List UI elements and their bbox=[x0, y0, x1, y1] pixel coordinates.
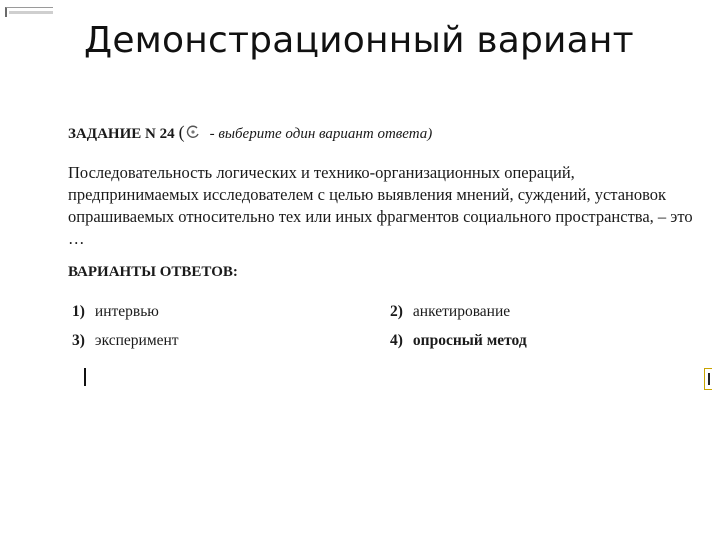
answer-text: интервью bbox=[94, 303, 159, 320]
slide-title: Демонстрационный вариант bbox=[84, 20, 634, 61]
task-header bbox=[68, 122, 432, 143]
answer-text: опросный метод bbox=[412, 332, 527, 349]
task-hint: - выберите один вариант ответа) bbox=[209, 126, 433, 142]
radio-button-icon bbox=[186, 125, 200, 139]
answer-text: эксперимент bbox=[94, 332, 179, 349]
answer-option-3[interactable] bbox=[72, 332, 179, 350]
edge-marker bbox=[704, 368, 712, 390]
answers-heading: ВАРИАНТЫ ОТВЕТОВ: bbox=[68, 264, 238, 280]
answer-number: 1) bbox=[72, 303, 85, 320]
corner-decoration bbox=[5, 7, 53, 17]
answer-text: анкетирование bbox=[412, 303, 511, 320]
answer-number: 2) bbox=[390, 303, 403, 320]
task-number: ЗАДАНИЕ N 24 bbox=[68, 126, 175, 142]
answer-number: 3) bbox=[72, 332, 85, 349]
answer-option-2[interactable] bbox=[390, 303, 510, 321]
answer-number: 4) bbox=[390, 332, 403, 349]
question-text: Последовательность логических и технико-организационных операций, предпринимаемых исследователем с целью выявления мнений, суждений, установок опрашиваемых относительно тех или иных фрагментов социального пространства, – это … bbox=[68, 163, 693, 248]
answer-option-1[interactable] bbox=[72, 303, 159, 321]
task-open-paren: ( bbox=[178, 122, 185, 142]
answer-option-4[interactable] bbox=[390, 332, 527, 350]
text-cursor bbox=[84, 368, 86, 386]
